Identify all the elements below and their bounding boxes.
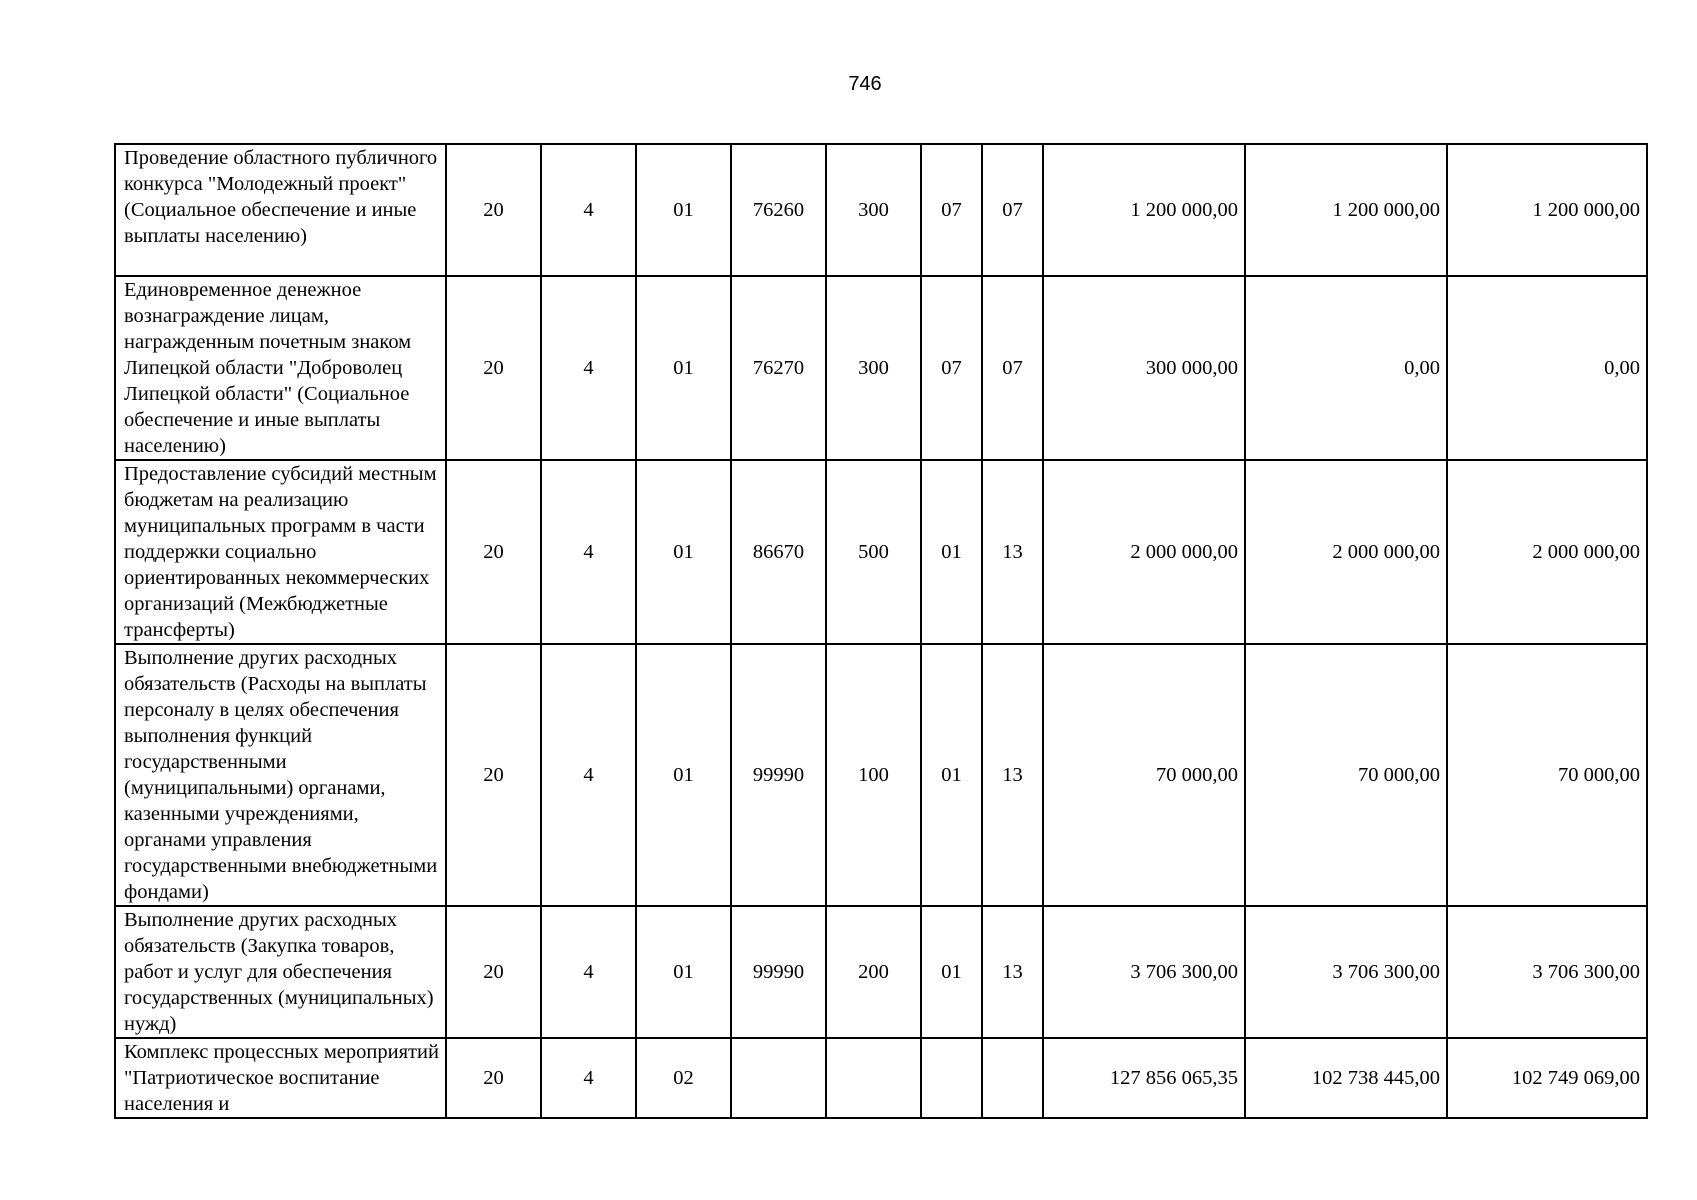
code-type: 4 bbox=[541, 906, 636, 1038]
code-element: 01 bbox=[636, 644, 731, 906]
table-row bbox=[115, 1038, 1647, 1118]
code-element: 01 bbox=[636, 460, 731, 644]
table-row bbox=[115, 460, 1647, 644]
amount-year-2: 70 000,00 bbox=[1245, 644, 1447, 906]
code-expense-type: 500 bbox=[826, 460, 921, 644]
amount-year-1: 70 000,00 bbox=[1043, 644, 1245, 906]
code-program: 20 bbox=[446, 1038, 541, 1118]
amount-year-1: 127 856 065,35 bbox=[1043, 1038, 1245, 1118]
amount-year-3: 102 749 069,00 bbox=[1447, 1038, 1647, 1118]
code-expense-type bbox=[826, 1038, 921, 1118]
code-section: 07 bbox=[921, 144, 982, 276]
amount-year-1: 1 200 000,00 bbox=[1043, 144, 1245, 276]
code-direction: 99990 bbox=[731, 644, 826, 906]
amount-year-2: 1 200 000,00 bbox=[1245, 144, 1447, 276]
table-row bbox=[115, 906, 1647, 1038]
row-description: Выполнение других расходных обязательств (Расходы на выплаты персоналу в целях обеспечения выполнения функций государственными (муниципальными) органами, казенными учреждениями, органами управления государственными внебюджетными фондами) bbox=[115, 644, 446, 906]
code-subsection: 07 bbox=[982, 276, 1043, 460]
budget-table bbox=[114, 143, 1648, 1119]
amount-year-3: 70 000,00 bbox=[1447, 644, 1647, 906]
code-subsection: 07 bbox=[982, 144, 1043, 276]
amount-year-2: 0,00 bbox=[1245, 276, 1447, 460]
code-type: 4 bbox=[541, 144, 636, 276]
page-number: 746 bbox=[848, 73, 882, 95]
amount-year-2: 3 706 300,00 bbox=[1245, 906, 1447, 1038]
code-type: 4 bbox=[541, 276, 636, 460]
code-section bbox=[921, 1038, 982, 1118]
code-element: 02 bbox=[636, 1038, 731, 1118]
code-direction: 76270 bbox=[731, 276, 826, 460]
code-expense-type: 200 bbox=[826, 906, 921, 1038]
code-program: 20 bbox=[446, 644, 541, 906]
amount-year-1: 2 000 000,00 bbox=[1043, 460, 1245, 644]
row-description: Выполнение других расходных обязательств (Закупка товаров, работ и услуг для обеспечения государственных (муниципальных) нужд) bbox=[115, 906, 446, 1038]
code-program: 20 bbox=[446, 144, 541, 276]
amount-year-3: 1 200 000,00 bbox=[1447, 144, 1647, 276]
row-description: Проведение областного публичного конкурса "Молодежный проект" (Социальное обеспечение и иные выплаты населению) bbox=[115, 144, 446, 276]
table-row bbox=[115, 276, 1647, 460]
code-expense-type: 300 bbox=[826, 276, 921, 460]
code-direction: 99990 bbox=[731, 906, 826, 1038]
code-element: 01 bbox=[636, 906, 731, 1038]
row-description: Комплекс процессных мероприятий "Патриотическое воспитание населения и bbox=[115, 1038, 446, 1118]
code-type: 4 bbox=[541, 1038, 636, 1118]
amount-year-3: 3 706 300,00 bbox=[1447, 906, 1647, 1038]
code-type: 4 bbox=[541, 460, 636, 644]
amount-year-2: 102 738 445,00 bbox=[1245, 1038, 1447, 1118]
table-row bbox=[115, 144, 1647, 276]
code-expense-type: 100 bbox=[826, 644, 921, 906]
amount-year-3: 0,00 bbox=[1447, 276, 1647, 460]
code-direction: 86670 bbox=[731, 460, 826, 644]
code-subsection: 13 bbox=[982, 906, 1043, 1038]
code-type: 4 bbox=[541, 644, 636, 906]
code-subsection: 13 bbox=[982, 644, 1043, 906]
code-section: 01 bbox=[921, 460, 982, 644]
code-direction bbox=[731, 1038, 826, 1118]
row-description: Единовременное денежное вознаграждение лицам, награжденным почетным знаком Липецкой области "Доброволец Липецкой области" (Социальное обеспечение и иные выплаты населению) bbox=[115, 276, 446, 460]
amount-year-2: 2 000 000,00 bbox=[1245, 460, 1447, 644]
code-section: 01 bbox=[921, 906, 982, 1038]
code-program: 20 bbox=[446, 276, 541, 460]
code-program: 20 bbox=[446, 460, 541, 644]
amount-year-1: 3 706 300,00 bbox=[1043, 906, 1245, 1038]
code-subsection: 13 bbox=[982, 460, 1043, 644]
amount-year-1: 300 000,00 bbox=[1043, 276, 1245, 460]
code-subsection bbox=[982, 1038, 1043, 1118]
code-program: 20 bbox=[446, 906, 541, 1038]
code-element: 01 bbox=[636, 144, 731, 276]
code-section: 07 bbox=[921, 276, 982, 460]
row-description: Предоставление субсидий местным бюджетам на реализацию муниципальных программ в части поддержки социально ориентированных некоммерческих организаций (Межбюджетные трансферты) bbox=[115, 460, 446, 644]
code-section: 01 bbox=[921, 644, 982, 906]
code-element: 01 bbox=[636, 276, 731, 460]
code-direction: 76260 bbox=[731, 144, 826, 276]
amount-year-3: 2 000 000,00 bbox=[1447, 460, 1647, 644]
code-expense-type: 300 bbox=[826, 144, 921, 276]
table-row bbox=[115, 644, 1647, 906]
